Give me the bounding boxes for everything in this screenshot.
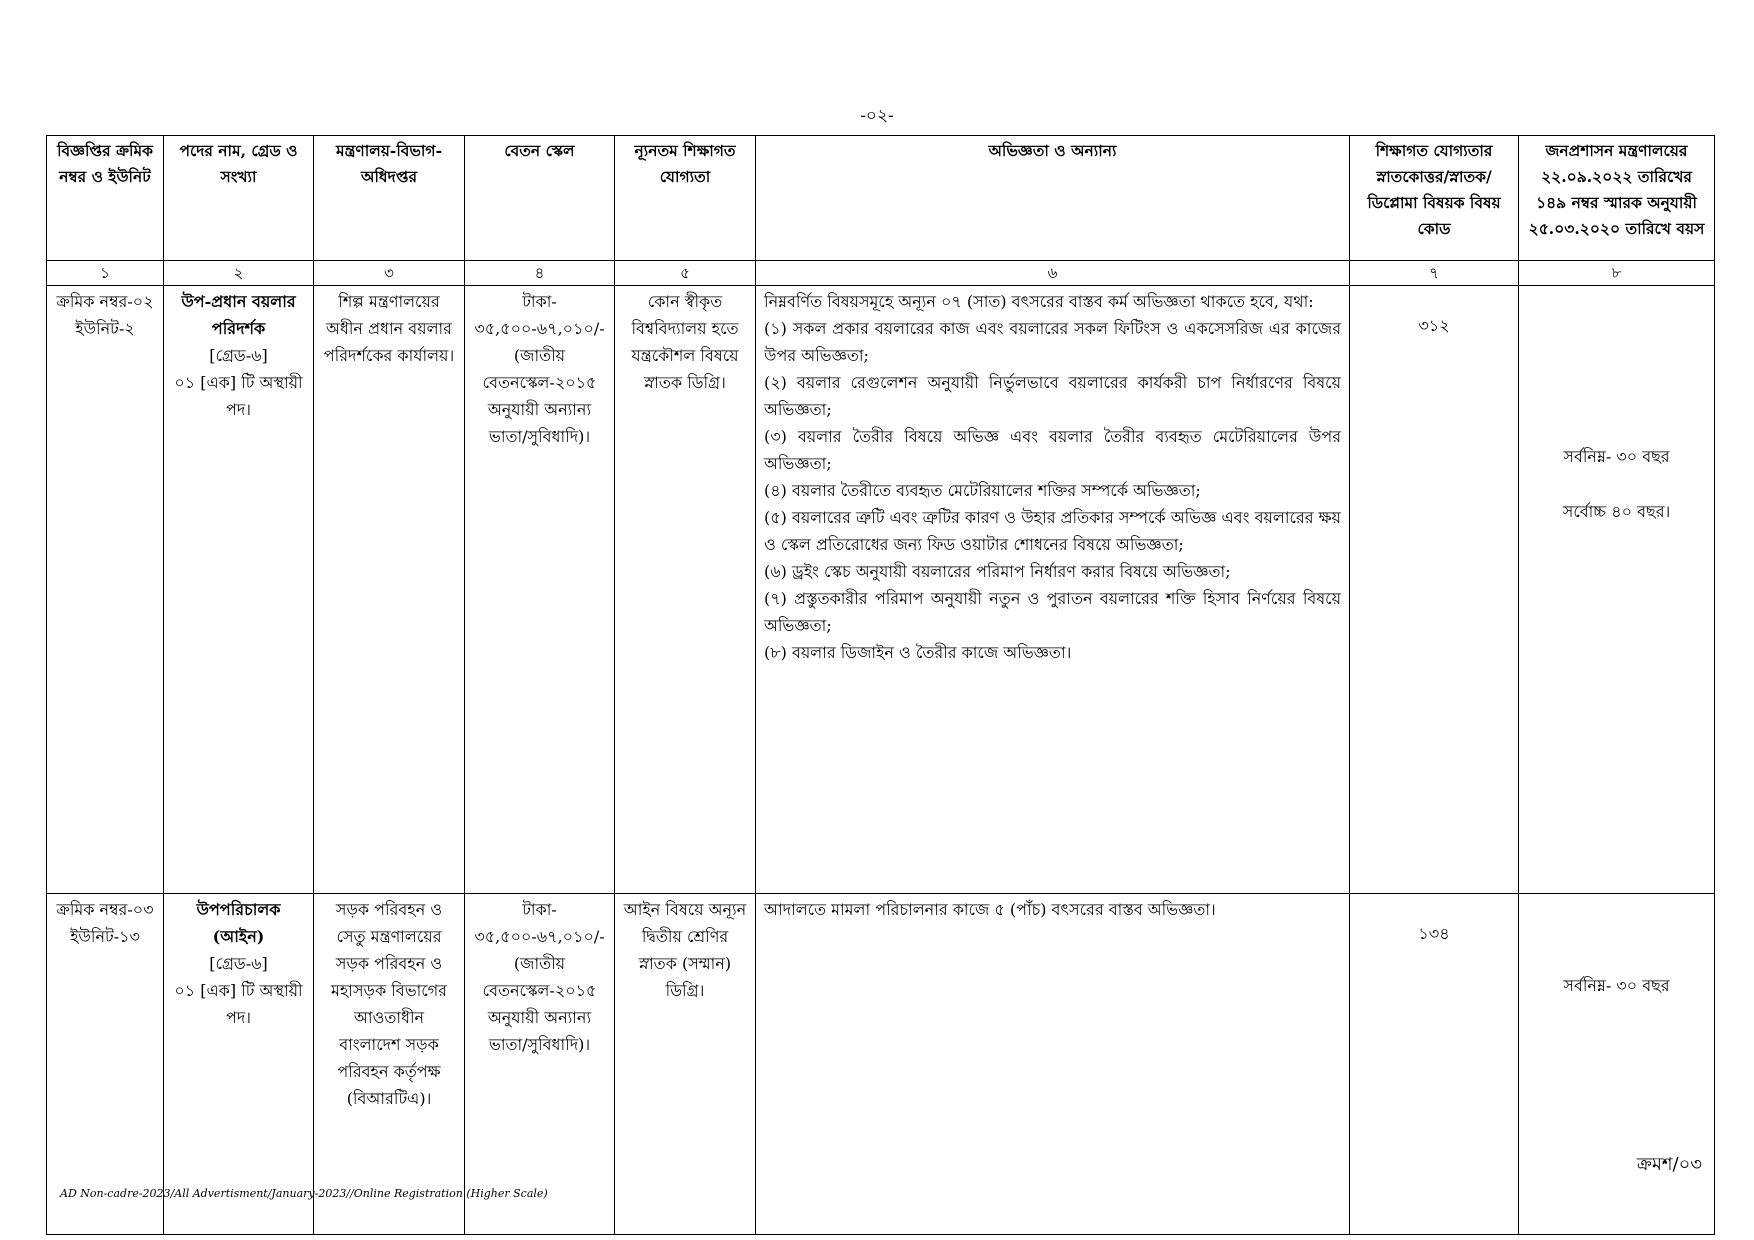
column-number-row xyxy=(47,261,1715,286)
column-number: ৭ xyxy=(1350,261,1519,286)
post-cell xyxy=(164,286,314,894)
pay-scale-cell: টাকা- ৩৫,৫০০-৬৭,০১০/- (জাতীয় বেতনস্কেল-২০১৫ অনুযায়ী অন্যান্য ভাতা/সুবিধাদি)। xyxy=(465,286,615,894)
header-row xyxy=(47,136,1715,261)
age-min: সর্বনিম্ন- ৩০ বছর xyxy=(1563,447,1670,466)
job-circular-table xyxy=(46,135,1715,1235)
post-name: উপপরিচালক (আইন) xyxy=(196,900,281,946)
post-count: ০১ [এক] টি অস্থায়ী পদ। xyxy=(174,373,303,419)
post-cell xyxy=(164,894,314,1235)
header-post: পদের নাম, গ্রেড ও সংখ্যা xyxy=(164,136,314,261)
age-cell xyxy=(1519,286,1715,894)
subject-code-cell: ৩১২ xyxy=(1350,286,1519,894)
column-number: ৪ xyxy=(465,261,615,286)
experience-item: (৭) প্রস্তুতকারীর পরিমাপ অনুযায়ী নতুন ও পুরাতন বয়লারের শক্তি হিসাব নির্ণয়ের বিষয়ে অভিজ্ঞতা; xyxy=(764,589,1341,635)
column-number: ২ xyxy=(164,261,314,286)
experience-intro: আদালতে মামলা পরিচালনার কাজে ৫ (পাঁচ) বৎসরের বাস্তব অভিজ্ঞতা। xyxy=(764,900,1216,919)
serial-cell: ক্রমিক নম্বর-০৩ ইউনিট-১৩ xyxy=(47,894,164,1235)
experience-cell xyxy=(756,894,1350,1235)
continued-marker: ক্রমশ/০৩ xyxy=(1636,1154,1702,1175)
education-cell: আইন বিষয়ে অন্যূন দ্বিতীয় শ্রেণির স্নাতক (সম্মান) ডিগ্রি। xyxy=(615,894,756,1235)
ministry-cell: শিল্প মন্ত্রণালয়ের অধীন প্রধান বয়লার পরিদর্শকের কার্যালয়। xyxy=(314,286,465,894)
age-max: সর্বোচ্চ ৪০ বছর। xyxy=(1562,502,1671,521)
age-min: সর্বনিম্ন- ৩০ বছর xyxy=(1563,976,1670,995)
experience-item: (৫) বয়লারের ত্রুটি এবং ত্রুটির কারণ ও উহার প্রতিকার সম্পর্কে অভিজ্ঞ এবং বয়লারের ক্ষয় ও স্কেল প্রতিরোধের জন্য ফিড ওয়াটার শোধনের বিষয়ে অভিজ্ঞতা; xyxy=(764,508,1341,554)
header-pay-scale: বেতন স্কেল xyxy=(465,136,615,261)
post-grade: [গ্রেড-৬] xyxy=(209,346,268,365)
page-number: -০২- xyxy=(860,106,894,126)
column-number: ৫ xyxy=(615,261,756,286)
experience-cell xyxy=(756,286,1350,894)
column-number: ৩ xyxy=(314,261,465,286)
post-name: উপ-প্রধান বয়লার পরিদর্শক xyxy=(181,292,296,338)
header-serial: বিজ্ঞপ্তির ক্রমিক নম্বর ও ইউনিট xyxy=(47,136,164,261)
header-education: ন্যূনতম শিক্ষাগত যোগ্যতা xyxy=(615,136,756,261)
experience-item: (৩) বয়লার তৈরীর বিষয়ে অভিজ্ঞ এবং বয়লার তৈরীর ব্যবহৃত মেটেরিয়ালের উপর অভিজ্ঞতা; xyxy=(764,427,1341,473)
serial-cell: ক্রমিক নম্বর-০২ ইউনিট-২ xyxy=(47,286,164,894)
column-number: ১ xyxy=(47,261,164,286)
column-number: ৮ xyxy=(1519,261,1715,286)
header-ministry: মন্ত্রণালয়-বিভাগ-অধিদপ্তর xyxy=(314,136,465,261)
experience-item: (১) সকল প্রকার বয়লারের কাজ এবং বয়লারের সকল ফিটিংস ও একসেসরিজ এর কাজের উপর অভিজ্ঞতা; xyxy=(764,319,1341,365)
experience-intro: নিম্নবর্ণিত বিষয়সমূহে অন্যূন ০৭ (সাত) বৎসরের বাস্তব কর্ম অভিজ্ঞতা থাকতে হবে, যথা: xyxy=(764,292,1314,311)
experience-item: (২) বয়লার রেগুলেশন অনুযায়ী নির্ভুলভাবে বয়লারের কার্যকরী চাপ নির্ধারণের বিষয়ে অভিজ্ঞতা; xyxy=(764,373,1341,419)
footer-reference: AD Non-cadre-2023/All Advertisment/January-2023//Online Registration (Higher Scale) xyxy=(60,1187,548,1200)
age-cell xyxy=(1519,894,1715,1235)
header-experience: অভিজ্ঞতা ও অন্যান্য xyxy=(756,136,1350,261)
experience-item: (৬) ড্রইং স্কেচ অনুযায়ী বয়লারের পরিমাপ নির্ধারণ করার বিষয়ে অভিজ্ঞতা; xyxy=(764,562,1231,581)
table-row xyxy=(47,286,1715,894)
education-cell: কোন স্বীকৃত বিশ্ববিদ্যালয় হতে যন্ত্রকৌশল বিষয়ে স্নাতক ডিগ্রি। xyxy=(615,286,756,894)
ministry-cell: সড়ক পরিবহন ও সেতু মন্ত্রণালয়ের সড়ক পরিবহন ও মহাসড়ক বিভাগের আওতাধীন বাংলাদেশ সড়ক পরিবহন কর্তৃপক্ষ (বিআরটিএ)। xyxy=(314,894,465,1235)
subject-code-cell: ১৩৪ xyxy=(1350,894,1519,1235)
post-count: ০১ [এক] টি অস্থায়ী পদ। xyxy=(174,981,303,1027)
column-number: ৬ xyxy=(756,261,1350,286)
post-grade: [গ্রেড-৬] xyxy=(209,954,268,973)
experience-item: (৪) বয়লার তৈরীতে ব্যবহৃত মেটেরিয়ালের শক্তির সম্পর্কে অভিজ্ঞতা; xyxy=(764,481,1201,500)
experience-item: (৮) বয়লার ডিজাইন ও তৈরীর কাজে অভিজ্ঞতা। xyxy=(764,643,1072,662)
header-age: জনপ্রশাসন মন্ত্রণালয়ের ২২.০৯.২০২২ তারিখের ১৪৯ নম্বর স্মারক অনুযায়ী ২৫.০৩.২০২০ তারিখে বয়স xyxy=(1519,136,1715,261)
header-subject-code: শিক্ষাগত যোগ্যতার স্নাতকোত্তর/স্নাতক/ ডিপ্লোমা বিষয়ক বিষয় কোড xyxy=(1350,136,1519,261)
table-row xyxy=(47,894,1715,1235)
pay-scale-cell: টাকা- ৩৫,৫০০-৬৭,০১০/- (জাতীয় বেতনস্কেল-২০১৫ অনুযায়ী অন্যান্য ভাতা/সুবিধাদি)। xyxy=(465,894,615,1235)
